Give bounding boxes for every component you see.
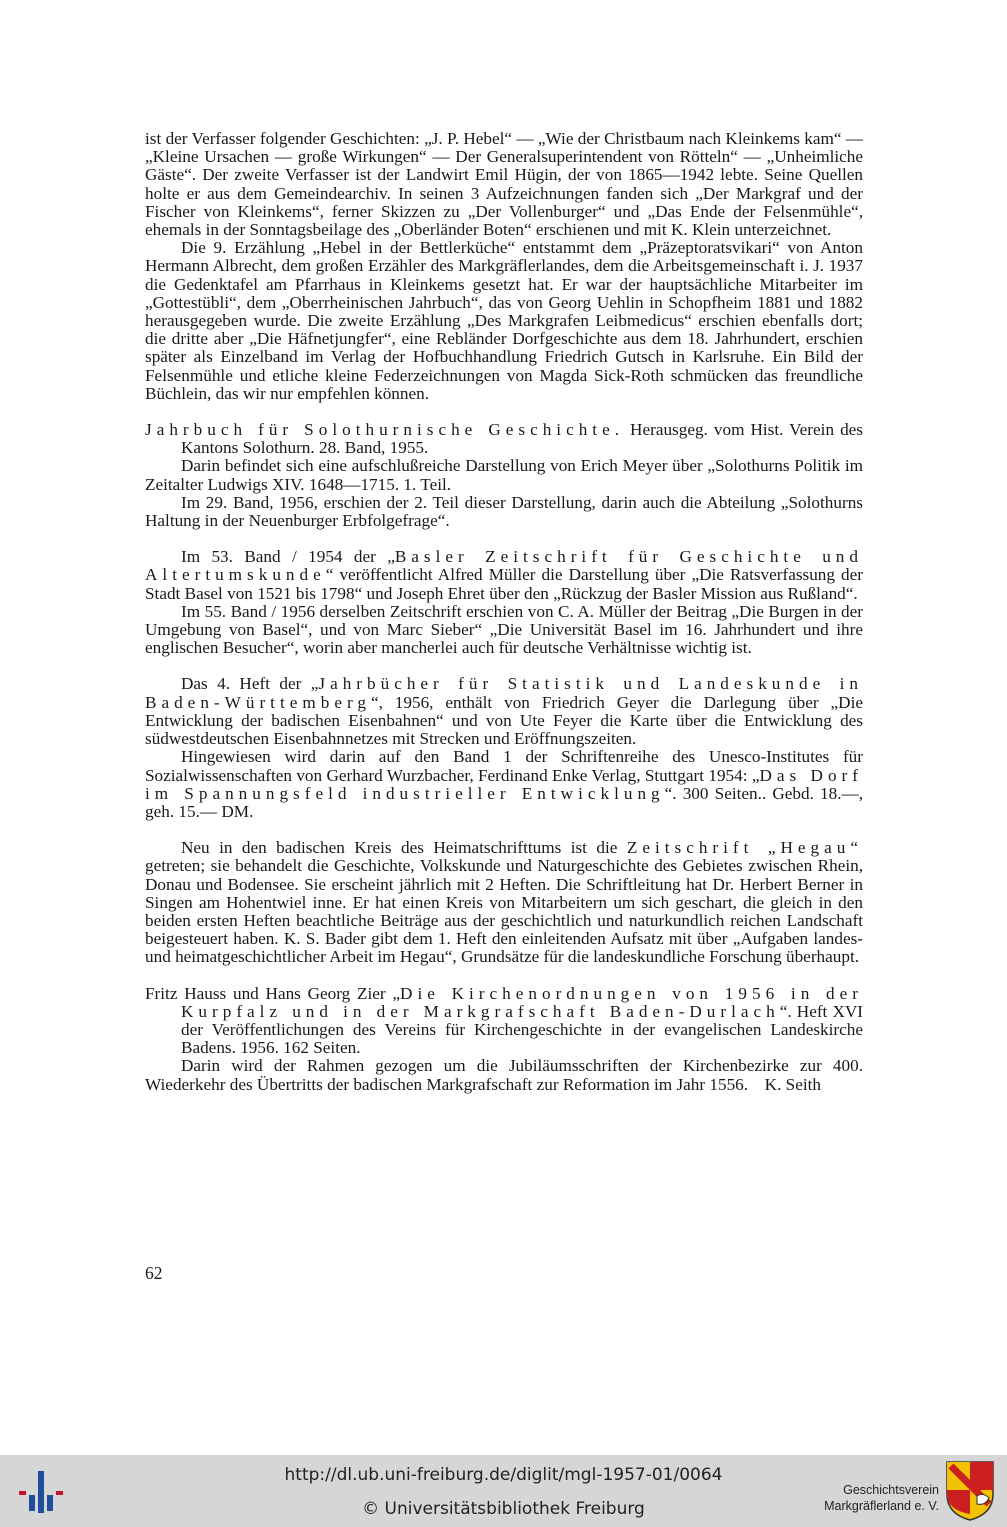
- paragraph-gap: [145, 403, 863, 421]
- paragraph-lead-text: Im 53. Band / 1954 der „: [181, 547, 395, 567]
- coat-of-arms-icon[interactable]: [945, 1460, 995, 1522]
- paragraph-gap: [145, 530, 863, 548]
- paragraph: [145, 130, 863, 239]
- paragraph-gap: [145, 657, 863, 675]
- spaced-title: Basler Zeitschrift für Geschichte und Altertumskunde: [145, 547, 863, 585]
- spaced-title: Das Dorf im Spannungsfeld industrieller Entwicklung: [145, 765, 863, 803]
- paragraph-text: Im 29. Band, 1956, erschien der 2. Teil dieser Darstellung, darin auch die Abteilung „Solothurns Haltung in der Neuenburger Erbfolgefrage“.: [145, 492, 863, 531]
- paragraph: [145, 494, 863, 530]
- paragraph-text: “. Heft XVI der Veröffentlichungen des Vereins für Kirchengeschichte in der evangelischen Landeskirche Badens. 1956. 162 Seiten.: [181, 1001, 863, 1058]
- paragraph-text: “. 300 Seiten.. Gebd. 18.—, geh. 15.— DM.: [145, 783, 863, 821]
- paragraph-text: Darin befindet sich eine aufschlußreiche Darstellung von Erich Meyer über „Solothurns Politik im Zeitalter Ludwigs XIV. 1648—1715. 1. Teil.: [145, 456, 863, 494]
- paragraph: [145, 421, 863, 457]
- paragraph-lead-text: Das 4. Heft der „: [181, 674, 319, 694]
- organization-name: [824, 1482, 939, 1514]
- paragraph: [145, 548, 863, 603]
- paragraph-gap: [145, 967, 863, 985]
- paragraph-text: Herausgeg. vom Hist. Verein des Kantons Solothurn. 28. Band, 1955.: [181, 420, 863, 458]
- paragraph-text: Darin wird der Rahmen gezogen um die Jubiläumsschriften der Kirchenbezirke zur 400. Wiederkehr des Übertritts der badischen Markgrafschaft zur Reformation im Jahr 1556.: [145, 1056, 863, 1094]
- spaced-title: Zeitschrift „Hegau“: [626, 838, 863, 858]
- article-body: [145, 130, 863, 1094]
- spaced-title: Die Kirchenordnungen von 1956 in der Kurpfalz und in der Markgrafschaft Baden-Durlach: [181, 983, 863, 1021]
- copyright-text: © Universitätsbibliothek Freiburg: [362, 1499, 645, 1519]
- paragraph: [145, 457, 863, 493]
- paragraph-lead-text: Hingewiesen wird darin auf den Band 1 der Schriftenreihe des Unesco-Institutes für Sozialwissenschaften von Gerhard Wurzbacher, Ferdinand Enke Verlag, Stuttgart 1954: „: [145, 747, 863, 785]
- paragraph: [145, 239, 863, 403]
- paragraph-text: Im 55. Band / 1956 derselben Zeitschrift erschien von C. A. Müller der Beitrag „Die Burgen in der Umgebung von Basel“, und von Marc Sieber“ „Die Universität Basel im 16. Jahrhundert und ihre englischen Besucher“, worin aber mancherlei auch für deutsche Verhältnisse wichtig ist.: [145, 601, 863, 658]
- paragraph: [145, 985, 863, 1058]
- paragraph-text: “ veröffentlicht Alfred Müller die Darstellung über „Die Ratsverfassung der Stadt Basel von 1521 bis 1798“ und Joseph Ehret über den „Rückzug der Basler Mission aus Rußland“.: [145, 565, 863, 603]
- viewer-footer: [0, 1455, 1007, 1527]
- document-url-link[interactable]: http://dl.ub.uni-freiburg.de/diglit/mgl-1957-01/0064: [284, 1465, 723, 1485]
- page-number: 62: [145, 1263, 163, 1283]
- paragraph-lead-text: Neu in den badischen Kreis des Heimatschrifttums ist die: [181, 838, 627, 858]
- paragraph: [145, 748, 863, 821]
- paragraph: [145, 675, 863, 748]
- paragraph: [145, 603, 863, 658]
- author-signature: K. Seith: [764, 1074, 821, 1094]
- spaced-title: Jahrbücher für Statistik und Landeskunde in Baden-Württemberg: [145, 674, 863, 712]
- paragraph-text: getreten; sie behandelt die Geschichte, Volkskunde und Naturgeschichte des Gebietes zwischen Rhein, Donau und Bodensee. Sie erscheint jährlich mit 2 Heften. Die Schriftleitung hat Dr. Herbert Berner in Singen am Hohentwiel inne. Er hat einen Kreis von Mitarbeitern um sich geschart, die gleich in den beiden ersten Heften beachtliche Beiträge aus der geschichtlich und naturkundlich reichen Landschaft beigesteuert haben. K. S. Bader gibt dem 1. Heft den einleitenden Aufsatz mit über „Aufgaben landes- und heimatgeschichtlicher Arbeit im Hegau“, Grundsätze für die landeskundliche Forschung überhaupt.: [145, 856, 863, 967]
- organization-line-2: Markgräflerland e. V.: [824, 1499, 939, 1513]
- spaced-title: Jahrbuch für Solothurnische Geschichte.: [145, 420, 624, 440]
- paragraph-text: ist der Verfasser folgender Geschichten: „J. P. Hebel“ — „Wie der Christbaum nach Kleinkems kam“ — „Kleine Ursachen — große Wirkungen“ — Der Generalsuperintendent von Rötteln“ — „Unheimliche Gäste“. Der zweite Verfasser ist der Landwirt Emil Hügin, der von 1865—1942 lebte. Seine Quellen holte er aus dem Gemeindearchiv. In seinen 3 Aufzeichnungen fanden sich „Der Markgraf und der Fischer von Kleinkems“, ferner Skizzen zu „Der Vollenburger“ und „Das Ende der Felsenmühle“, ehemals in der Sonntagsbeilage des „Oberländer Boten“ erschienen und mit K. Klein unterzeichnet.: [145, 129, 863, 240]
- paragraph-lead-text: Fritz Hauss und Hans Georg Zier „: [145, 983, 401, 1003]
- organization-line-1: Geschichtsverein: [843, 1483, 939, 1497]
- paragraph: [145, 839, 863, 966]
- paragraph-text: “, 1956, enthält von Friedrich Geyer die Darlegung über „Die Entwicklung der badischen Eisenbahnen“ und von Ute Feyer die Karte über die Entwicklung des südwestdeutschen Eisenbahnnetzes mit Strecken und Eröffnungszeiten.: [145, 692, 863, 749]
- paragraph-gap: [145, 821, 863, 839]
- paragraph-text: Die 9. Erzählung „Hebel in der Bettlerküche“ entstammt dem „Präzeptoratsvikari“ von Anton Hermann Albrecht, dem großen Erzähler des Markgräflerlandes, dem die Arbeitsgemeinschaft i. J. 1937 die Gedenktafel am Pfarrhaus in Kleinkems gesetzt hat. Er war der hauptsächliche Mitarbeiter im „Gottestübli“, dem „Oberrheinischen Jahrbuch“, das von Georg Uehlin in Schopfheim 1881 und 1882 herausgegeben wurde. Die zweite Erzählung „Des Markgrafen Leibmedicus“ erschien ebenfalls dort; die dritte aber „Die Häfnetjungfer“, eine Rebländer Dorfgeschichte aus dem 18. Jahrhundert, erschien später als Einzelband im Verlag der Hofbuchhandlung Friedrich Gutsch in Karlsruhe. Ein Bild der Felsenmühle und etliche kleine Federzeichnungen von Magda Sick-Roth schmücken das freundliche Büchlein, das wir nur empfehlen können.: [145, 238, 863, 403]
